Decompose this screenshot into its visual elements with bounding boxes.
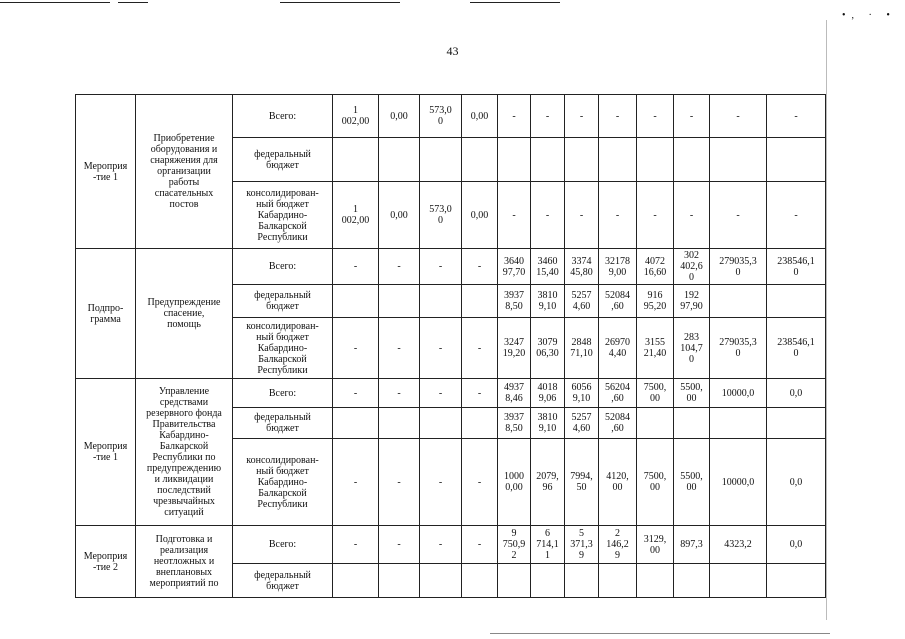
value-cell: - xyxy=(379,439,420,526)
value-cell xyxy=(462,564,498,598)
value-cell: 3640 97,70 xyxy=(498,249,531,285)
corner-mark: •, · • xyxy=(842,10,896,21)
value-cell: 7500, 00 xyxy=(637,379,674,408)
value-cell: 4937 8,46 xyxy=(498,379,531,408)
value-cell: 5257 4,60 xyxy=(565,408,599,439)
description-cell: Приобретение оборудования и снаряжения для организации работы спасательных постов xyxy=(136,95,233,249)
value-cell xyxy=(674,564,710,598)
value-cell: 2 146,2 9 xyxy=(599,526,637,564)
value-cell: 0,0 xyxy=(767,379,826,408)
value-cell xyxy=(498,138,531,182)
funding-source-cell: Всего: xyxy=(233,249,333,285)
value-cell: - xyxy=(420,526,462,564)
value-cell xyxy=(420,408,462,439)
value-cell: 2848 71,10 xyxy=(565,318,599,379)
table-row xyxy=(76,95,826,138)
value-cell: 26970 4,40 xyxy=(599,318,637,379)
value-cell: 10000,0 xyxy=(710,439,767,526)
value-cell: - xyxy=(599,182,637,249)
value-cell: - xyxy=(767,95,826,138)
funding-source-cell: консолидирован- ный бюджет Кабардино- Балкарской Республики xyxy=(233,439,333,526)
value-cell: 32178 9,00 xyxy=(599,249,637,285)
value-cell xyxy=(333,408,379,439)
program-cell: Мероприя -тие 1 xyxy=(76,95,136,249)
value-cell: 1000 0,00 xyxy=(498,439,531,526)
value-cell xyxy=(599,138,637,182)
value-cell xyxy=(462,138,498,182)
value-cell: 897,3 xyxy=(674,526,710,564)
value-cell: 0,00 xyxy=(462,95,498,138)
value-cell: - xyxy=(674,95,710,138)
value-cell: - xyxy=(333,318,379,379)
scan-line-bottom xyxy=(490,633,830,634)
value-cell: 0,00 xyxy=(379,182,420,249)
value-cell: - xyxy=(767,182,826,249)
value-cell: - xyxy=(379,249,420,285)
value-cell: - xyxy=(379,379,420,408)
value-cell: 916 95,20 xyxy=(637,285,674,318)
value-cell: - xyxy=(565,95,599,138)
value-cell: - xyxy=(462,249,498,285)
value-cell: 238546,1 0 xyxy=(767,318,826,379)
value-cell xyxy=(333,285,379,318)
funding-source-cell: консолидирован- ный бюджет Кабардино- Балкарской Республики xyxy=(233,182,333,249)
value-cell xyxy=(531,138,565,182)
value-cell xyxy=(565,564,599,598)
value-cell xyxy=(637,408,674,439)
scan-line-top-1 xyxy=(0,2,110,3)
value-cell: - xyxy=(333,439,379,526)
value-cell: 6056 9,10 xyxy=(565,379,599,408)
value-cell xyxy=(767,408,826,439)
description-cell: Управление средствами резервного фонда Правительства Кабардино- Балкарской Республики по предупреждению и ликвидации последствий чрезвычайных ситуаций xyxy=(136,379,233,526)
value-cell: - xyxy=(333,249,379,285)
value-cell xyxy=(565,138,599,182)
value-cell xyxy=(710,564,767,598)
value-cell: - xyxy=(531,95,565,138)
value-cell: 3937 8,50 xyxy=(498,285,531,318)
value-cell: - xyxy=(498,95,531,138)
value-cell: - xyxy=(637,182,674,249)
value-cell xyxy=(710,138,767,182)
value-cell: - xyxy=(674,182,710,249)
value-cell: 192 97,90 xyxy=(674,285,710,318)
value-cell xyxy=(637,138,674,182)
page-number: 43 xyxy=(446,44,459,58)
funding-source-cell: Всего: xyxy=(233,95,333,138)
scan-line-top-4 xyxy=(470,2,560,3)
value-cell xyxy=(462,408,498,439)
value-cell xyxy=(333,138,379,182)
value-cell: - xyxy=(462,526,498,564)
value-cell: 2079, 96 xyxy=(531,439,565,526)
value-cell: 4323,2 xyxy=(710,526,767,564)
value-cell xyxy=(498,564,531,598)
value-cell xyxy=(767,285,826,318)
value-cell xyxy=(379,138,420,182)
value-cell: - xyxy=(462,318,498,379)
value-cell: 3810 9,10 xyxy=(531,408,565,439)
value-cell: - xyxy=(710,182,767,249)
value-cell: - xyxy=(333,526,379,564)
value-cell: - xyxy=(531,182,565,249)
value-cell: 3129, 00 xyxy=(637,526,674,564)
value-cell: 4072 16,60 xyxy=(637,249,674,285)
value-cell xyxy=(674,138,710,182)
value-cell: - xyxy=(333,379,379,408)
value-cell: 302 402,6 0 xyxy=(674,249,710,285)
value-cell: - xyxy=(379,526,420,564)
value-cell: 52084 ,60 xyxy=(599,408,637,439)
funding-source-cell: Всего: xyxy=(233,379,333,408)
value-cell xyxy=(710,408,767,439)
value-cell xyxy=(767,564,826,598)
value-cell: 7500, 00 xyxy=(637,439,674,526)
value-cell xyxy=(767,138,826,182)
value-cell: 52084 ,60 xyxy=(599,285,637,318)
table-row xyxy=(76,526,826,564)
value-cell: 5257 4,60 xyxy=(565,285,599,318)
value-cell: 5 371,3 9 xyxy=(565,526,599,564)
value-cell xyxy=(379,285,420,318)
value-cell: 5500, 00 xyxy=(674,439,710,526)
value-cell: 3374 45,80 xyxy=(565,249,599,285)
value-cell: 573,0 0 xyxy=(420,182,462,249)
value-cell: 9 750,9 2 xyxy=(498,526,531,564)
value-cell: 279035,3 0 xyxy=(710,318,767,379)
value-cell: - xyxy=(599,95,637,138)
program-cell: Мероприя -тие 2 xyxy=(76,526,136,598)
value-cell: 283 104,7 0 xyxy=(674,318,710,379)
value-cell xyxy=(420,285,462,318)
value-cell: 5500, 00 xyxy=(674,379,710,408)
value-cell xyxy=(462,285,498,318)
value-cell xyxy=(379,564,420,598)
value-cell: 3155 21,40 xyxy=(637,318,674,379)
value-cell xyxy=(599,564,637,598)
budget-table xyxy=(75,94,826,598)
value-cell: 3247 19,20 xyxy=(498,318,531,379)
value-cell: - xyxy=(462,379,498,408)
scan-line-top-2 xyxy=(118,2,148,3)
value-cell: 0,0 xyxy=(767,439,826,526)
funding-source-cell: Всего: xyxy=(233,526,333,564)
value-cell: - xyxy=(498,182,531,249)
value-cell: - xyxy=(637,95,674,138)
value-cell: 10000,0 xyxy=(710,379,767,408)
program-cell: Мероприя -тие 1 xyxy=(76,379,136,526)
value-cell xyxy=(674,408,710,439)
value-cell xyxy=(420,564,462,598)
value-cell: - xyxy=(565,182,599,249)
table-row xyxy=(76,249,826,285)
value-cell: 3079 06,30 xyxy=(531,318,565,379)
value-cell: - xyxy=(462,439,498,526)
value-cell: - xyxy=(420,379,462,408)
value-cell: 238546,1 0 xyxy=(767,249,826,285)
value-cell: 3810 9,10 xyxy=(531,285,565,318)
scan-line-top-3 xyxy=(280,2,400,3)
value-cell xyxy=(333,564,379,598)
value-cell: 3937 8,50 xyxy=(498,408,531,439)
funding-source-cell: федеральный бюджет xyxy=(233,285,333,318)
value-cell: 7994, 50 xyxy=(565,439,599,526)
value-cell: 573,0 0 xyxy=(420,95,462,138)
value-cell: 4120, 00 xyxy=(599,439,637,526)
funding-source-cell: федеральный бюджет xyxy=(233,408,333,439)
funding-source-cell: консолидирован- ный бюджет Кабардино- Балкарской Республики xyxy=(233,318,333,379)
value-cell: 0,00 xyxy=(462,182,498,249)
value-cell xyxy=(637,564,674,598)
value-cell: 6 714,1 1 xyxy=(531,526,565,564)
funding-source-cell: федеральный бюджет xyxy=(233,564,333,598)
description-cell: Подготовка и реализация неотложных и внеплановых мероприятий по xyxy=(136,526,233,598)
value-cell: - xyxy=(420,249,462,285)
value-cell: 1 002,00 xyxy=(333,95,379,138)
value-cell: - xyxy=(379,318,420,379)
value-cell: 0,00 xyxy=(379,95,420,138)
value-cell: - xyxy=(420,439,462,526)
value-cell: - xyxy=(420,318,462,379)
funding-source-cell: федеральный бюджет xyxy=(233,138,333,182)
value-cell xyxy=(710,285,767,318)
value-cell xyxy=(420,138,462,182)
value-cell: - xyxy=(710,95,767,138)
value-cell xyxy=(531,564,565,598)
value-cell: 3460 15,40 xyxy=(531,249,565,285)
description-cell: Предупреждение спасение, помощь xyxy=(136,249,233,379)
table-row xyxy=(76,379,826,408)
value-cell: 279035,3 0 xyxy=(710,249,767,285)
value-cell xyxy=(379,408,420,439)
program-cell: Подпро- грамма xyxy=(76,249,136,379)
value-cell: 0,0 xyxy=(767,526,826,564)
value-cell: 1 002,00 xyxy=(333,182,379,249)
value-cell: 4018 9,06 xyxy=(531,379,565,408)
page-edge-line xyxy=(826,20,827,620)
value-cell: 56204 ,60 xyxy=(599,379,637,408)
